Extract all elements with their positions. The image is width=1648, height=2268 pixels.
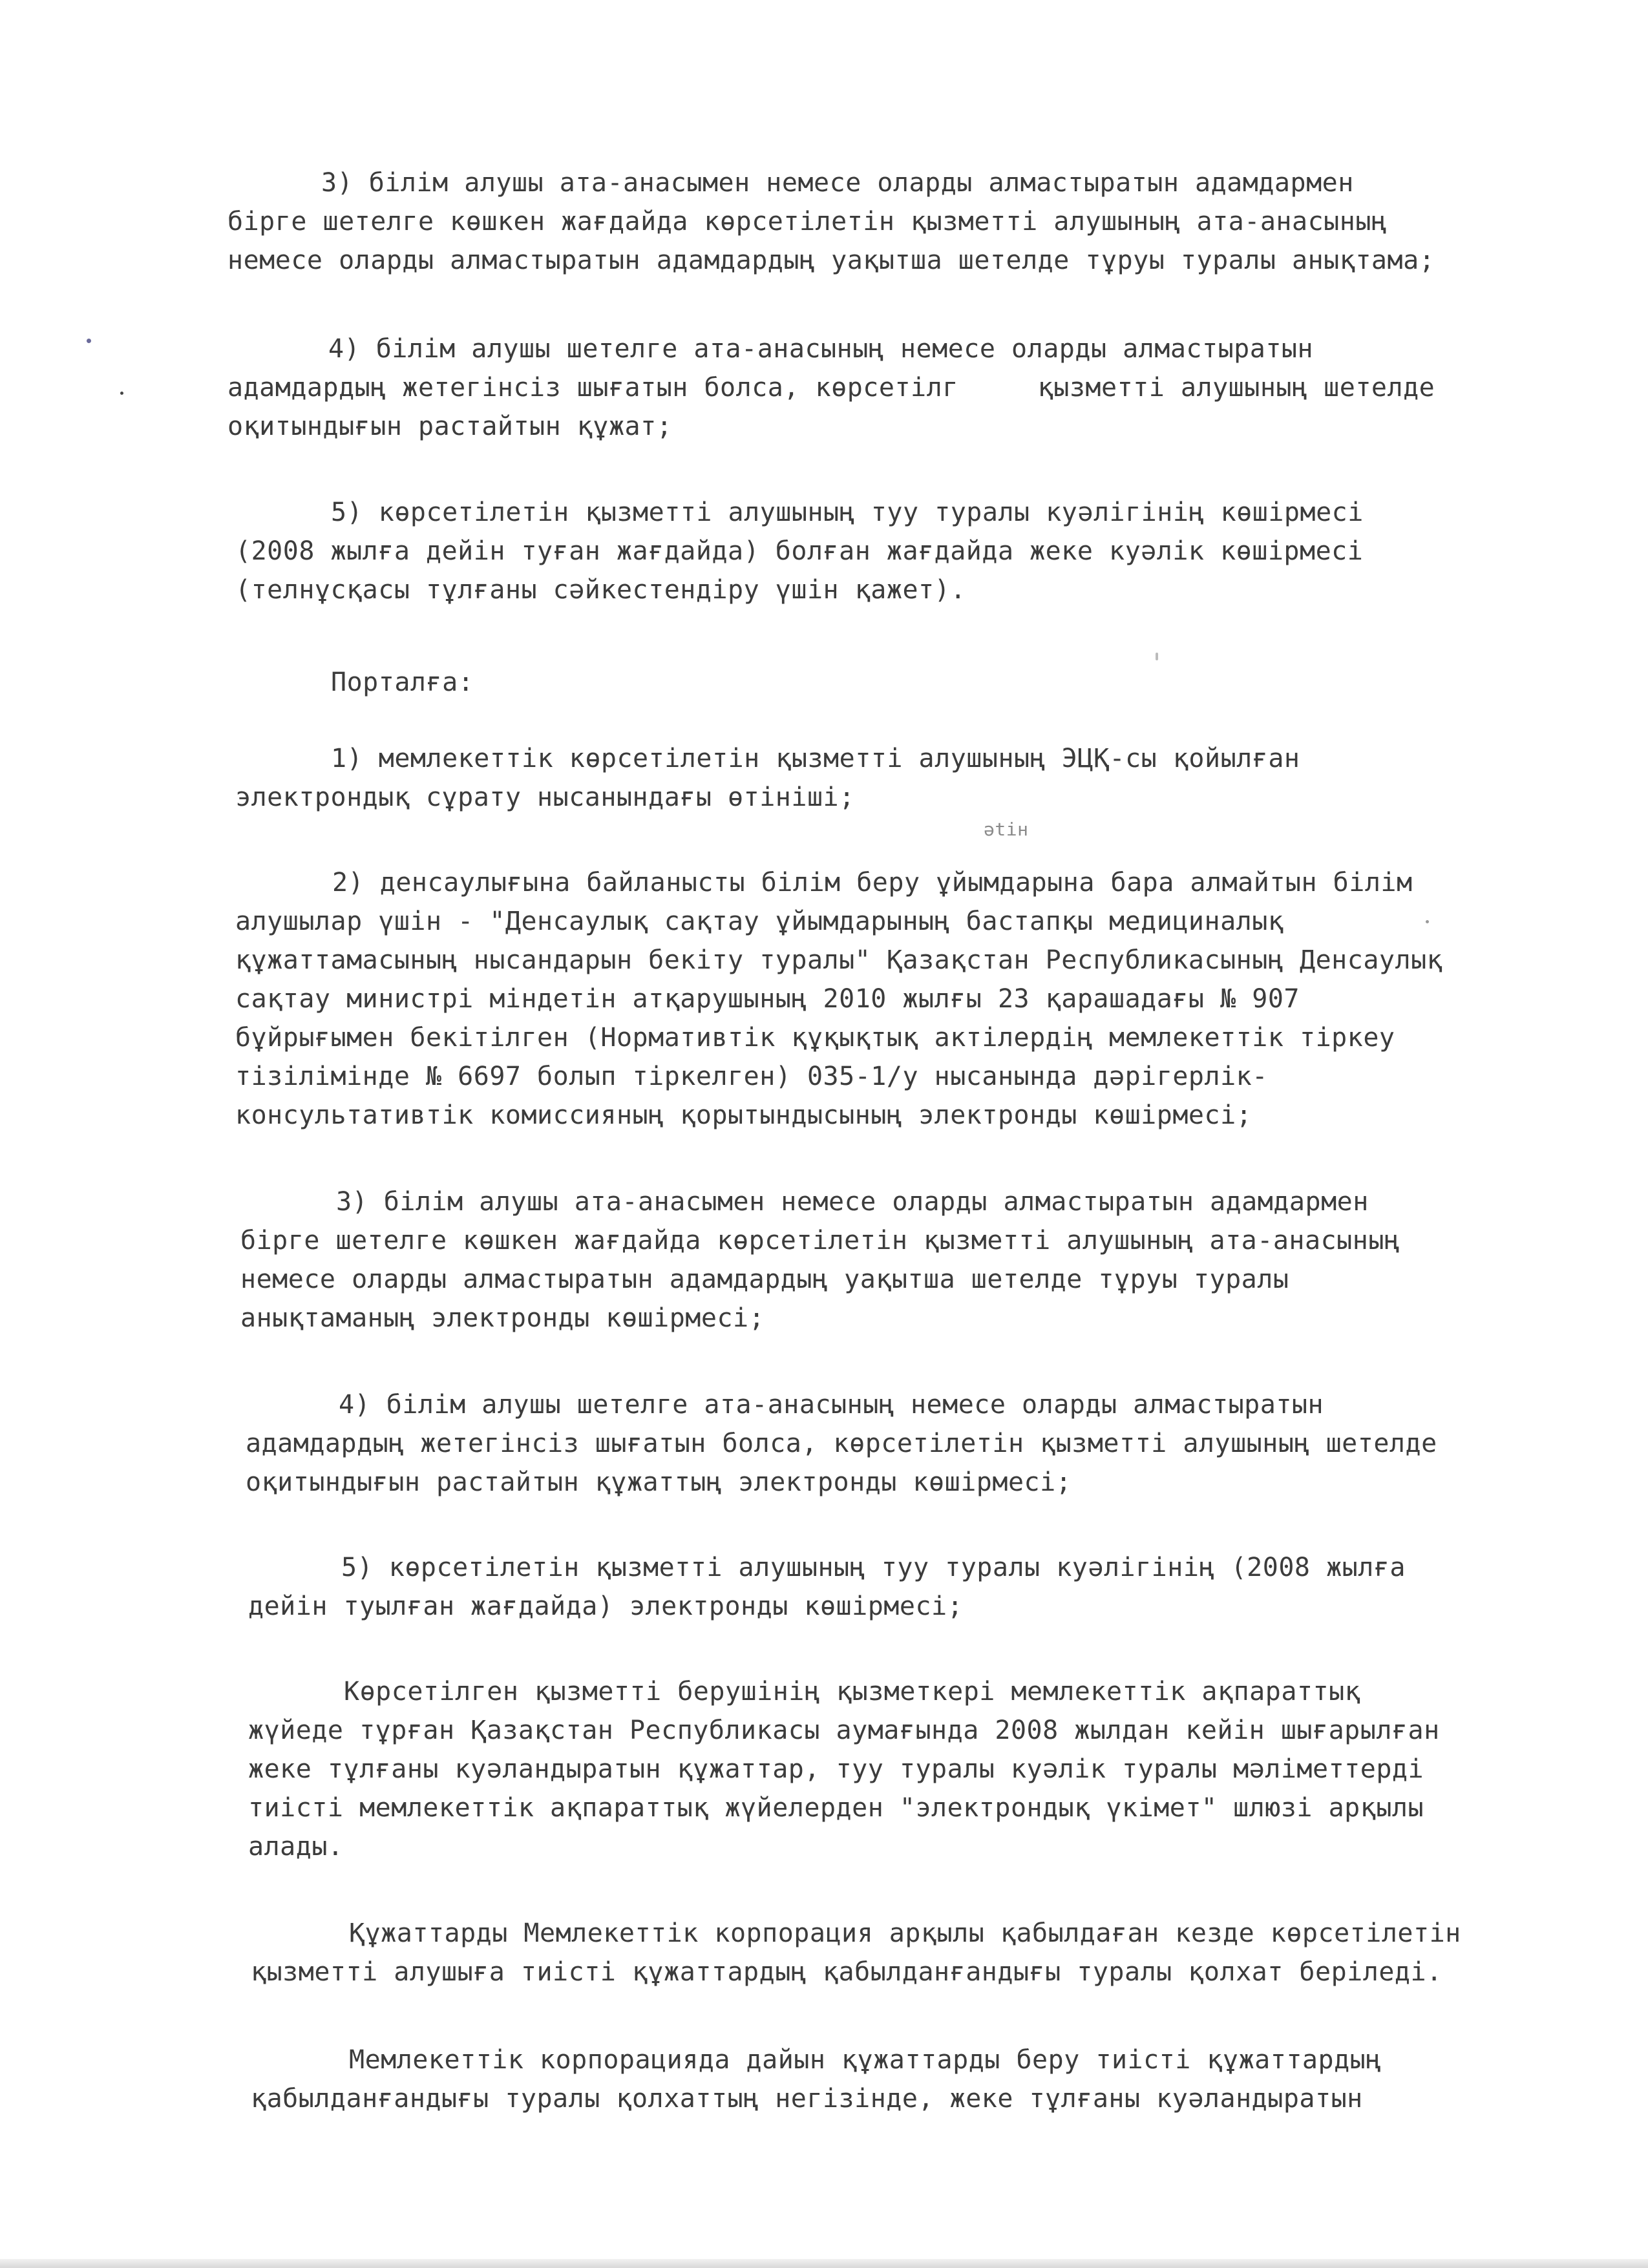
text-line: дейін туылған жағдайда) электронды көшірмесі; bbox=[248, 1591, 964, 1621]
text-line: тізілімінде № 6697 болып тіркелген) 035-1/у нысанында дәрігерлік- bbox=[235, 1062, 1268, 1091]
text-line: немесе оларды алмастыратын адамдардың уақытша шетелде тұруы туралы bbox=[240, 1265, 1289, 1294]
text-line: Құжаттарды Мемлекеттік корпорация арқылы қабылдаған кезде көрсетілетін bbox=[349, 1918, 1461, 1948]
text-line: жүйеде тұрған Қазақстан Республикасы аумағында 2008 жылдан кейін шығарылған bbox=[248, 1716, 1440, 1745]
text-line: сақтау министрі міндетін атқарушының 2010 жылғы 23 қарашадағы № 907 bbox=[235, 984, 1300, 1014]
text-line: адамдардың жетегінсіз шығатын болса, көрсетілетін қызметті алушының шетелде bbox=[246, 1429, 1437, 1458]
scan-speck bbox=[87, 339, 91, 343]
text-line: Көрсетілген қызметті берушінің қызметкері мемлекеттік ақпараттық bbox=[344, 1677, 1361, 1706]
scan-speck bbox=[120, 392, 123, 395]
text-line: құжаттамасының нысандарын бекіту туралы" Қазақстан Республикасының Денсаулық bbox=[235, 945, 1443, 975]
section-heading: Порталға: bbox=[331, 667, 474, 697]
text-line: 5) көрсетілетін қызметті алушының туу туралы куәлігінің көшірмесі bbox=[331, 498, 1364, 527]
text-line: немесе оларды алмастыратын адамдардың уақытша шетелде тұруы туралы анықтама; bbox=[227, 246, 1435, 275]
scan-bottom-edge bbox=[0, 2259, 1648, 2268]
text-line: 3) білім алушы ата-анасымен немесе оларды алмастыратын адамдармен bbox=[321, 168, 1354, 198]
text-line: 4) білім алушы шетелге ата-анасының немесе оларды алмастыратын bbox=[339, 1390, 1324, 1420]
stray-fragment: ətін bbox=[984, 819, 1029, 840]
text-line: консультативтік комиссияның қорытындысының электронды көшірмесі; bbox=[235, 1100, 1252, 1130]
text-line: 2) денсаулығына байланысты білім беру ұйымдарына бара алмайтын білім bbox=[332, 868, 1413, 898]
text-line: оқитындығын растайтын құжат; bbox=[227, 412, 673, 441]
text-line: оқитындығын растайтын құжаттың электронды көшірмесі; bbox=[246, 1467, 1072, 1497]
text-line: Мемлекеттік корпорацияда дайын құжаттарды беру тиісті құжаттардың bbox=[349, 2045, 1382, 2075]
text-line: бұйрығымен бекітілген (Нормативтік құқықтық актілердің мемлекеттік тіркеу bbox=[235, 1023, 1395, 1053]
text-line: қабылданғандығы туралы қолхаттың негізінде, жеке тұлғаны куәландыратын bbox=[251, 2084, 1363, 2114]
text-line: адамдардың жетегінсіз шығатын болса, көрсетілг қызметті алушының шетелде bbox=[227, 373, 1435, 403]
text-line: электрондық сұрату нысанындағы өтініші; bbox=[235, 782, 855, 812]
text-line: бірге шетелге көшкен жағдайда көрсетілетін қызметті алушының ата-анасының bbox=[240, 1226, 1400, 1255]
text-line: 1) мемлекеттік көрсетілетін қызметті алушының ЭЦҚ-сы қойылған bbox=[331, 744, 1300, 773]
text-line: қызметті алушыға тиісті құжаттардың қабылданғандығы туралы қолхат беріледі. bbox=[251, 1957, 1442, 1987]
text-line: бірге шетелге көшкен жағдайда көрсетілетін қызметті алушының ата-анасының bbox=[227, 207, 1388, 236]
text-line: тиісті мемлекеттік ақпараттық жүйелерден "электрондық үкімет" шлюзі арқылы bbox=[248, 1793, 1424, 1823]
text-line: (2008 жылға дейін туған жағдайда) болған жағдайда жеке куәлік көшірмесі bbox=[235, 536, 1364, 566]
text-line: алушылар үшін - "Денсаулық сақтау ұйымдарының бастапқы медициналық bbox=[235, 907, 1284, 936]
text-line: 5) көрсетілетін қызметті алушының туу туралы куәлігінің (2008 жылға bbox=[341, 1553, 1406, 1582]
text-line: алады. bbox=[248, 1832, 344, 1862]
scan-speck bbox=[1156, 653, 1158, 660]
text-line: жеке тұлғаны куәландыратын құжаттар, туу туралы куәлік туралы мәліметтерді bbox=[248, 1754, 1424, 1784]
text-line: (телнұсқасы тұлғаны сәйкестендіру үшін қажет). bbox=[235, 575, 966, 605]
text-line: анықтаманың электронды көшірмесі; bbox=[240, 1303, 765, 1333]
scan-speck bbox=[1426, 920, 1429, 923]
text-line: 4) білім алушы шетелге ата-анасының немесе оларды алмастыратын bbox=[328, 334, 1314, 364]
text-line: 3) білім алушы ата-анасымен немесе оларды алмастыратын адамдармен bbox=[336, 1187, 1369, 1217]
